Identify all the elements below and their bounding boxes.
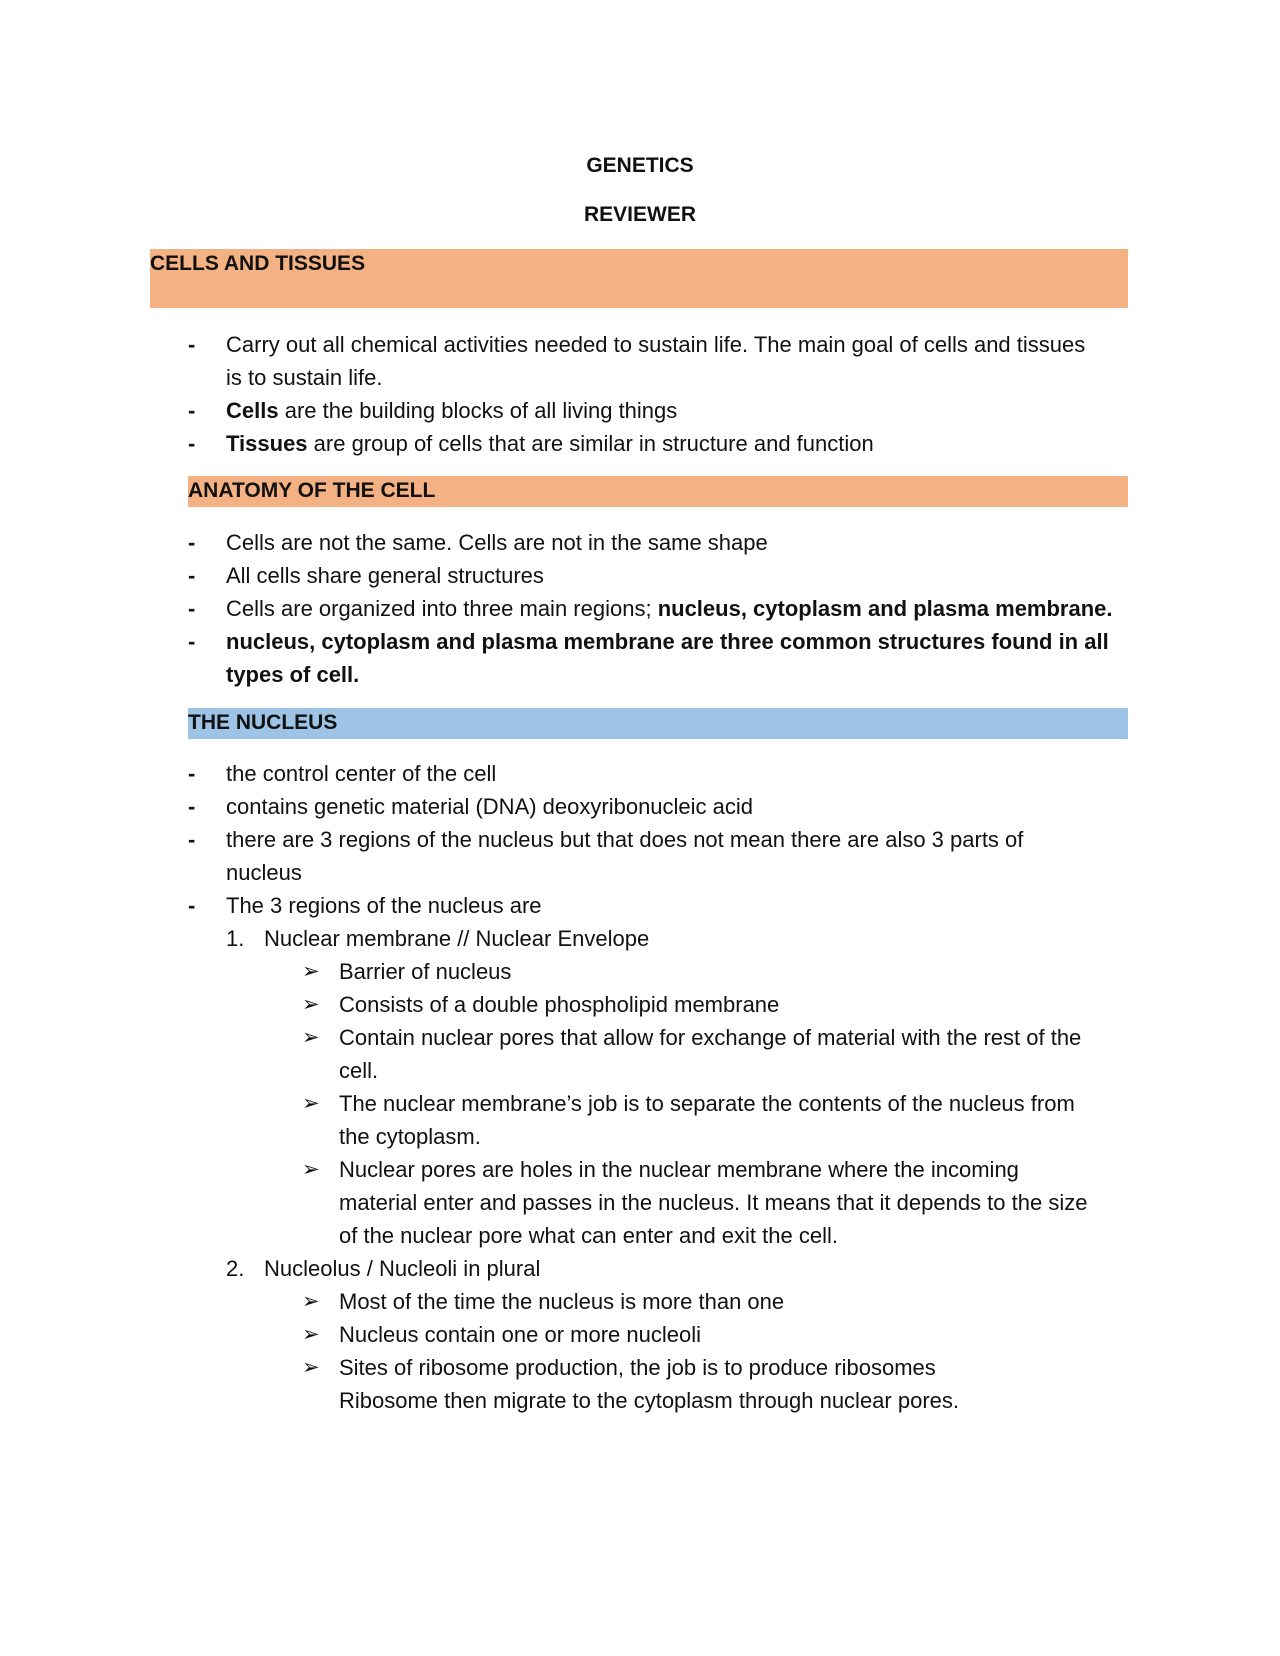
sub-point: Consists of a double phospholipid membrane — [339, 992, 780, 1017]
section-heading-cells-tissues — [150, 249, 1128, 308]
section-heading-anatomy — [188, 476, 1128, 507]
list-item-continuation: nucleus — [226, 860, 302, 885]
section-heading-text: ANATOMY OF THE CELL — [188, 479, 436, 502]
sub-point-continuation: of the nuclear pore what can enter and exit the cell. — [339, 1223, 838, 1248]
section-heading-text: THE NUCLEUS — [188, 711, 338, 734]
sub-point: Contain nuclear pores that allow for exchange of material with the rest of the — [339, 1025, 1082, 1050]
list-item: there are 3 regions of the nucleus but that does not mean there are also 3 parts of — [226, 827, 1024, 852]
list-item — [226, 427, 874, 460]
sub-point: Most of the time the nucleus is more than one — [339, 1289, 785, 1314]
list-item: The 3 regions of the nucleus are — [226, 893, 542, 918]
dash-bullet: - — [188, 596, 196, 621]
list-item: Cells are not the same. Cells are not in the same shape — [226, 530, 768, 555]
list-item-continuation: types of cell. — [226, 662, 360, 687]
sub-point-continuation: material enter and passes in the nucleus. It means that it depends to the size — [339, 1190, 1088, 1215]
dash-bullet: - — [188, 761, 196, 786]
dash-bullet: - — [188, 629, 196, 654]
dash-bullet: - — [188, 431, 196, 456]
list-item — [226, 394, 677, 427]
sub-point: Nucleus contain one or more nucleoli — [339, 1322, 701, 1347]
arrow-bullet-icon: ➢ — [302, 1026, 320, 1049]
sub-point-continuation: the cytoplasm. — [339, 1124, 481, 1149]
dash-bullet: - — [188, 530, 196, 555]
list-item: Carry out all chemical activities needed to sustain life. The main goal of cells and tissues — [226, 332, 1086, 357]
definition: are the building blocks of all living things — [278, 398, 678, 423]
dash-bullet: - — [188, 563, 196, 588]
term-tissues: Tissues — [226, 431, 308, 456]
list-text: Cells are organized into three main regions; — [226, 596, 658, 621]
arrow-bullet-icon: ➢ — [302, 1290, 320, 1313]
doc-title: GENETICS — [586, 154, 694, 177]
sub-point: Barrier of nucleus — [339, 959, 512, 984]
sub-point-continuation: Ribosome then migrate to the cytoplasm through nuclear pores. — [339, 1388, 959, 1413]
numbered-item-number: 2. — [226, 1256, 245, 1281]
arrow-bullet-icon: ➢ — [302, 1356, 320, 1379]
sub-point: The nuclear membrane’s job is to separate the contents of the nucleus from — [339, 1091, 1075, 1116]
doc-subtitle: REVIEWER — [583, 203, 696, 226]
dash-bullet: - — [188, 827, 196, 852]
numbered-item: Nuclear membrane // Nuclear Envelope — [264, 926, 650, 951]
list-bold-text: nucleus, cytoplasm and plasma membrane. — [657, 596, 1113, 621]
numbered-item-number: 1. — [226, 926, 245, 951]
list-item — [226, 592, 1113, 625]
list-item: nucleus, cytoplasm and plasma membrane are three common structures found in all — [226, 629, 1109, 654]
dash-bullet: - — [188, 794, 196, 819]
arrow-bullet-icon: ➢ — [302, 1323, 320, 1346]
list-item-continuation: is to sustain life. — [226, 365, 383, 390]
dash-bullet: - — [188, 398, 196, 423]
section-heading-nucleus — [188, 708, 1128, 739]
arrow-bullet-icon: ➢ — [302, 993, 320, 1016]
dash-bullet: - — [188, 893, 196, 918]
arrow-bullet-icon: ➢ — [302, 1158, 320, 1181]
list-item: the control center of the cell — [226, 761, 497, 786]
arrow-bullet-icon: ➢ — [302, 1092, 320, 1115]
dash-bullet: - — [188, 332, 196, 357]
sub-point: Sites of ribosome production, the job is to produce ribosomes — [339, 1355, 936, 1380]
sub-point-continuation: cell. — [339, 1058, 379, 1083]
numbered-item: Nucleolus / Nucleoli in plural — [264, 1256, 541, 1281]
definition: are group of cells that are similar in structure and function — [307, 431, 874, 456]
section-heading-text: CELLS AND TISSUES — [150, 252, 366, 275]
list-item: contains genetic material (DNA) deoxyribonucleic acid — [226, 794, 754, 819]
list-item: All cells share general structures — [226, 563, 544, 588]
arrow-bullet-icon: ➢ — [302, 960, 320, 983]
term-cells: Cells — [226, 398, 279, 423]
sub-point: Nuclear pores are holes in the nuclear membrane where the incoming — [339, 1157, 1019, 1182]
